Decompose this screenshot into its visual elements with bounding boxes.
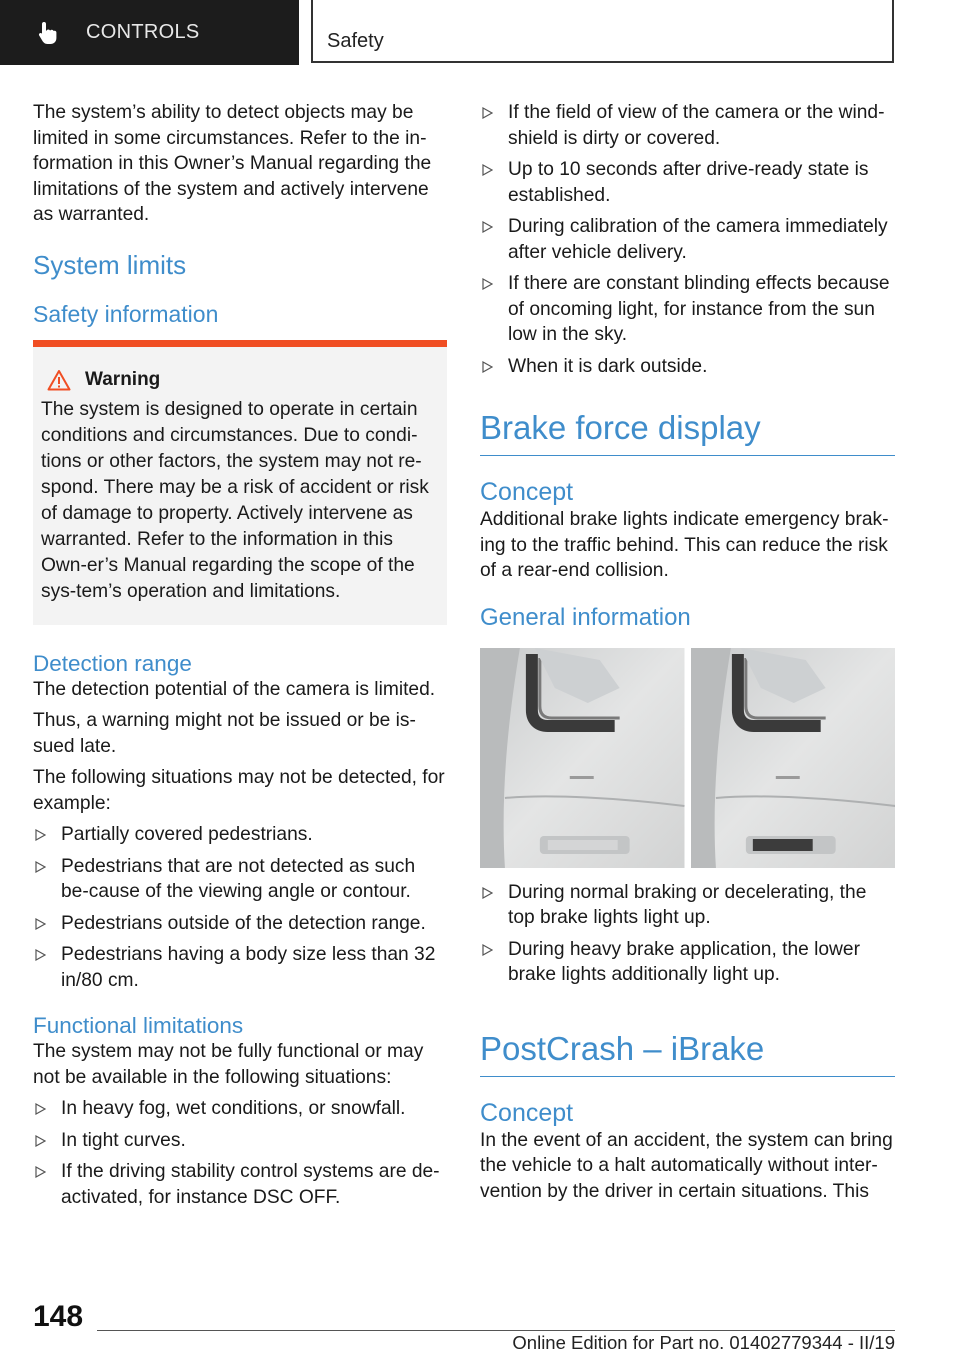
heading-postcrash-ibrake: PostCrash – iBrake xyxy=(480,1029,765,1067)
heading-system-limits: System limits xyxy=(33,249,187,280)
list-item xyxy=(480,880,895,931)
warning-box xyxy=(33,340,447,625)
warning-triangle-icon xyxy=(47,369,71,391)
list-item xyxy=(33,854,447,905)
bullet-triangle-icon xyxy=(35,1166,46,1178)
brake-light-image-normal xyxy=(480,648,685,868)
list-item xyxy=(480,214,895,265)
continued-list xyxy=(480,100,895,379)
list-item-text: Up to 10 seconds after drive-ready state is established. xyxy=(508,159,869,206)
brake-light-image-heavy xyxy=(691,648,896,868)
bullet-triangle-icon xyxy=(482,361,493,373)
bullet-triangle-icon xyxy=(35,1135,46,1147)
functional-list xyxy=(33,1096,447,1210)
heading-concept-1: Concept xyxy=(480,478,574,506)
list-item xyxy=(33,1096,447,1122)
functional-paragraph: The system may not be fully functional or may not be available in the following situations: xyxy=(33,1041,424,1088)
brake-light-list xyxy=(480,880,895,988)
heading-rule xyxy=(480,1076,895,1077)
list-item xyxy=(33,942,447,993)
header-chapter-box xyxy=(311,0,894,63)
list-item xyxy=(480,937,895,988)
heading-detection-range: Detection range xyxy=(33,650,192,676)
list-item-text: Pedestrians outside of the detection range. xyxy=(61,912,426,934)
list-item-text: Pedestrians that are not detected as such be‐cause of the viewing angle or contour. xyxy=(61,855,416,902)
detection-paragraph-1: The detection potential of the camera is limited. xyxy=(33,678,436,700)
bullet-triangle-icon xyxy=(35,861,46,873)
brake-light-photo xyxy=(480,648,895,868)
list-item-text: During calibration of the camera immediately after vehicle delivery. xyxy=(508,216,888,263)
footer-rule xyxy=(97,1330,895,1331)
concept-1-text: Additional brake lights indicate emergency brak‐ing to the traffic behind. This can reduce the risk of a rear-end collision. xyxy=(480,509,889,581)
list-item xyxy=(480,157,895,208)
list-item-text: During heavy brake application, the lower brake lights additionally light up. xyxy=(508,938,860,985)
header-section-label: CONTROLS xyxy=(86,21,200,43)
list-item-text: Pedestrians having a body size less than 32 in/80 cm. xyxy=(61,944,436,991)
list-item-text: When it is dark outside. xyxy=(508,355,708,377)
bullet-triangle-icon xyxy=(35,918,46,930)
header-section-tab xyxy=(0,0,299,65)
list-item xyxy=(480,100,895,151)
heading-functional-limitations: Functional limitations xyxy=(33,1013,244,1038)
bullet-triangle-icon xyxy=(482,944,493,956)
concept-2-text: In the event of an accident, the system can bring the vehicle to a halt automatically without inter‐vention by the driver in certain situations. This xyxy=(480,1129,893,1202)
heading-brake-force-display: Brake force display xyxy=(480,409,761,446)
detection-paragraph-2: Thus, a warning might not be issued or be is‐sued late. xyxy=(33,710,416,757)
list-item xyxy=(33,1128,447,1154)
heading-rule xyxy=(480,455,895,456)
list-item-text: In heavy fog, wet conditions, or snowfall. xyxy=(61,1098,406,1119)
left-column xyxy=(33,100,447,1216)
bullet-triangle-icon xyxy=(482,221,493,233)
heading-safety-information: Safety information xyxy=(33,300,219,327)
bullet-triangle-icon xyxy=(482,278,493,290)
list-item xyxy=(480,271,895,348)
bullet-triangle-icon xyxy=(482,887,493,899)
warning-title: Warning xyxy=(85,368,161,390)
list-item-text: In tight curves. xyxy=(61,1129,186,1151)
intro-paragraph: The system’s ability to detect objects may be limited in some circumstances. Refer to the in‐formation in this Owner’s Manual regarding the limitations of the system and actively intervene as warranted. xyxy=(33,102,432,225)
list-item-text: During normal braking or decelerating, the top brake lights light up. xyxy=(508,881,867,928)
detection-list xyxy=(33,822,447,993)
list-item-text: Partially covered pedestrians. xyxy=(61,824,313,845)
bullet-triangle-icon xyxy=(35,1103,46,1115)
list-item xyxy=(33,911,447,937)
list-item xyxy=(33,1159,447,1210)
detection-paragraph-3: The following situations may not be detected, for example: xyxy=(33,767,445,814)
heading-concept-2: Concept xyxy=(480,1098,574,1127)
warning-text: The system is designed to operate in certain conditions and circumstances. Due to condi‐tions or other factors, the system may not re‐spond. There may be a risk of accident or risk of damage to property. Actively intervene as warranted. Refer to the information in this Own‐er’s Manual regarding the scope of the sys‐tem’s operation and limitations. xyxy=(41,398,429,602)
warning-header xyxy=(47,369,433,391)
bullet-triangle-icon xyxy=(482,107,493,119)
bullet-triangle-icon xyxy=(482,164,493,176)
list-item xyxy=(33,822,447,848)
footer-edition: Online Edition for Part no. 01402779344 - II/19 xyxy=(512,1332,895,1353)
hand-pointer-icon xyxy=(38,21,60,45)
list-item xyxy=(480,354,895,380)
page-number: 148 xyxy=(33,1300,84,1333)
list-item-text: If the field of view of the camera or the wind‐shield is dirty or covered. xyxy=(508,102,885,149)
list-item-text: If there are constant blinding effects because of oncoming light, for instance from the sun low in the sky. xyxy=(508,273,890,345)
heading-general-information: General information xyxy=(480,603,691,631)
right-column xyxy=(480,100,895,1210)
bullet-triangle-icon xyxy=(35,949,46,961)
header-chapter-label: Safety xyxy=(327,30,384,52)
bullet-triangle-icon xyxy=(35,829,46,841)
list-item-text: If the driving stability control systems are de‐activated, for instance DSC OFF. xyxy=(61,1161,440,1208)
